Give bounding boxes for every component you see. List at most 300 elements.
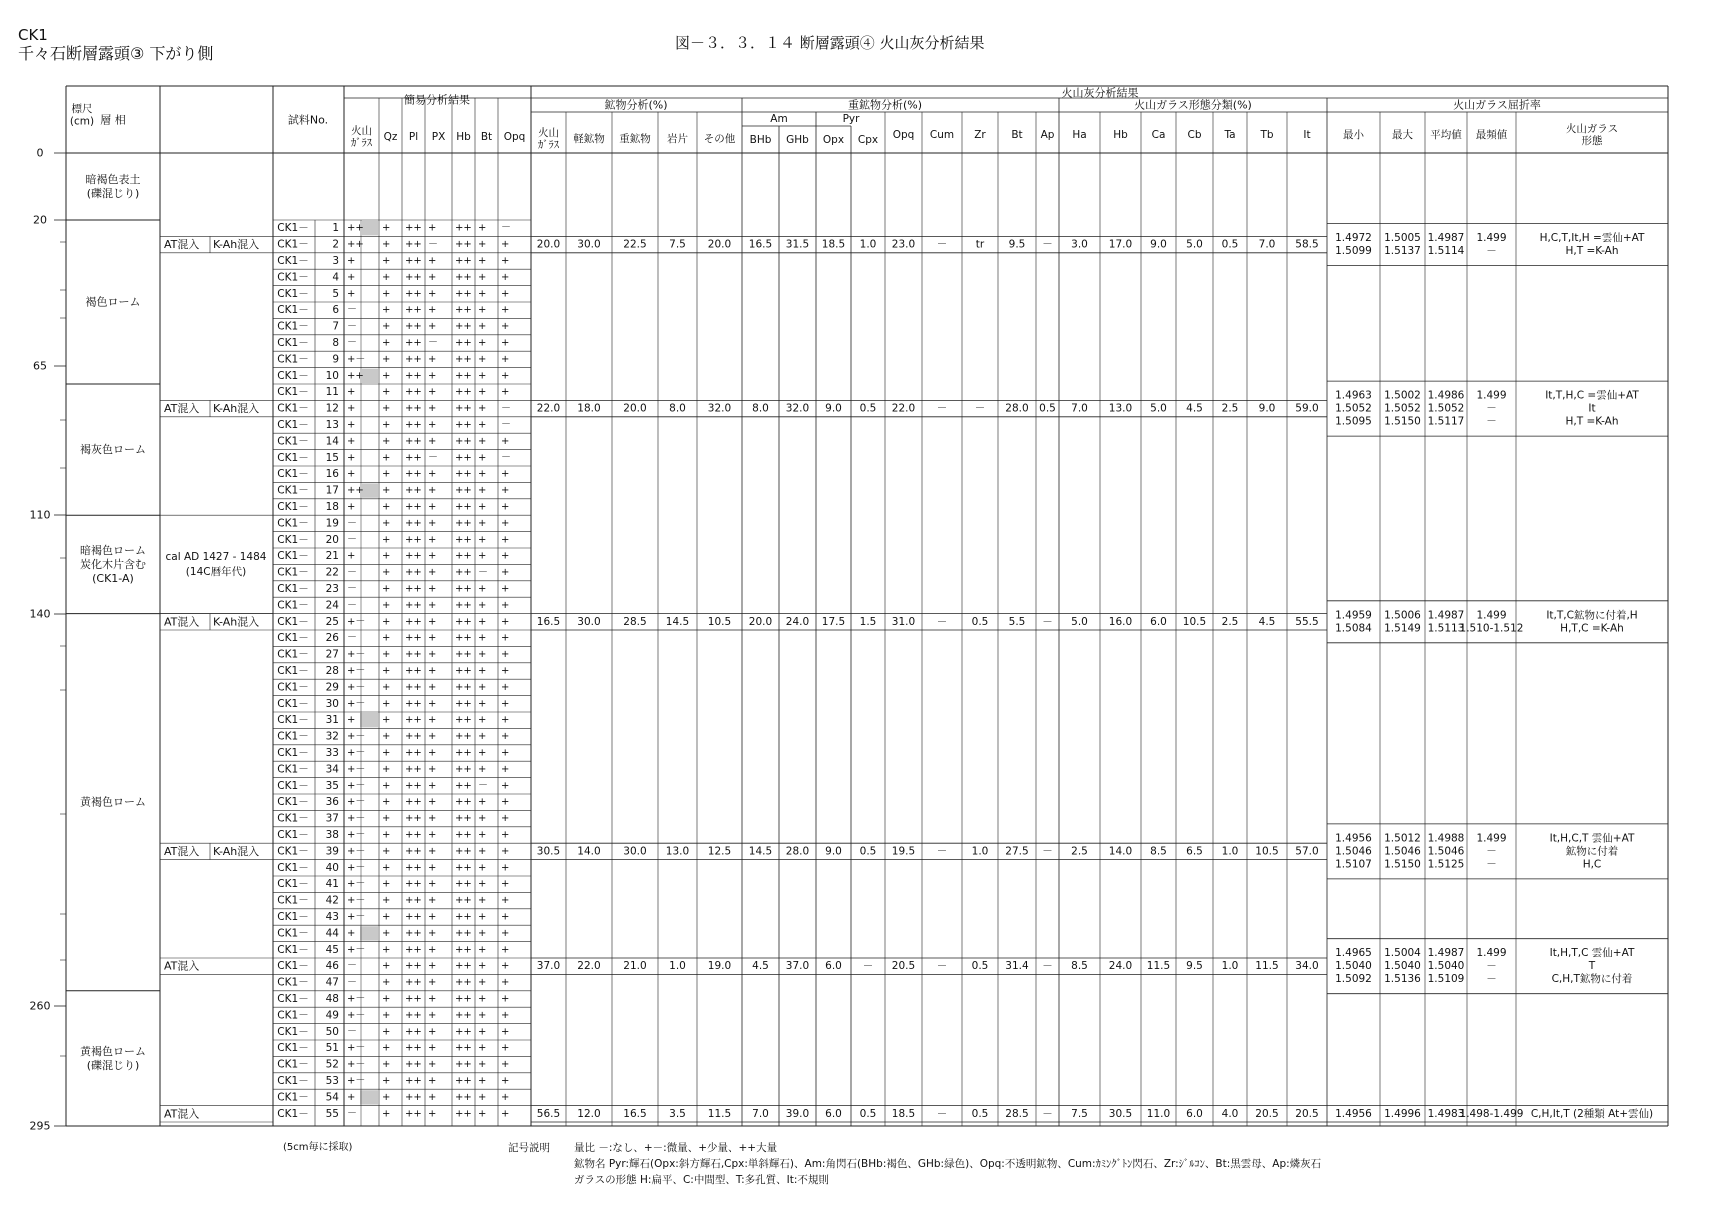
simple-value: ++ — [455, 321, 472, 333]
refraction-value: 1.499 — [1476, 609, 1507, 622]
simple-value: ++ — [455, 534, 472, 546]
refraction-value: 1.5136 — [1384, 973, 1421, 986]
simple-value: ++ — [405, 501, 422, 513]
heavy-mineral-value: 14.5 — [748, 845, 773, 858]
sample-number: 19 — [325, 517, 339, 530]
simple-value: + — [382, 222, 391, 234]
refraction-value: － — [1486, 973, 1497, 986]
simple-value: + — [428, 567, 437, 579]
heavy-mineral-value: 32.0 — [785, 402, 810, 415]
glass-form-value: 13.0 — [1108, 402, 1133, 415]
annotation-at: AT混入 — [164, 402, 200, 416]
simple-value: + — [347, 255, 356, 267]
annotation-dating: cal AD 1427 - 1484 — [165, 550, 267, 563]
simple-value: + — [501, 1091, 510, 1103]
simple-value: + — [478, 649, 487, 661]
annotation-dating: (14C暦年代) — [185, 565, 247, 578]
heavy-mineral-value: 9.0 — [825, 402, 842, 415]
refraction-form: 鉱物に付着 — [1565, 845, 1619, 858]
refraction-value: 1.5109 — [1427, 973, 1465, 986]
simple-value: ++ — [405, 468, 422, 480]
simple-value: + — [501, 255, 510, 267]
glass-form-value: 7.5 — [1071, 1107, 1088, 1120]
simple-value: + — [428, 1009, 437, 1021]
simple-value: + — [478, 616, 487, 628]
glass-form-value: 58.5 — [1295, 238, 1319, 251]
layer-name: 褐色ローム — [85, 295, 141, 309]
annotation-kah: K-Ah混入 — [213, 615, 260, 629]
mineral-value: 22.0 — [577, 960, 601, 973]
simple-value: ++ — [405, 304, 422, 316]
simple-value: + — [428, 763, 437, 775]
simple-value: + — [501, 665, 510, 677]
heavy-mineral-value: － — [936, 960, 948, 973]
simple-value: ++ — [405, 632, 422, 644]
simple-value: +－ — [347, 878, 366, 890]
simple-value: + — [501, 895, 510, 907]
sample-number: 54 — [325, 1091, 339, 1104]
simple-value: + — [428, 911, 437, 923]
glass-form-value: 1.0 — [1221, 960, 1239, 973]
glass-form-value: 3.0 — [1071, 238, 1088, 251]
sample-prefix: CK1－ — [277, 222, 309, 235]
simple-value: + — [478, 550, 487, 562]
sample-number: 10 — [325, 369, 339, 382]
simple-value: ++ — [405, 895, 422, 907]
simple-value: + — [478, 1042, 487, 1054]
simple-value: + — [478, 435, 487, 447]
simple-value: ++ — [405, 1042, 422, 1054]
simple-value: + — [428, 993, 437, 1005]
glass-form-value: 7.0 — [1071, 402, 1088, 415]
sample-number: 25 — [325, 615, 339, 628]
sample-prefix: CK1－ — [277, 599, 309, 612]
sample-number: 45 — [325, 943, 339, 956]
simple-value: ++ — [405, 271, 422, 283]
simple-value: + — [428, 255, 437, 267]
header-heavy-col: Zr — [974, 129, 986, 141]
mineral-value: 20.0 — [623, 402, 647, 415]
simple-value: ++ — [455, 255, 472, 267]
sample-number: 14 — [325, 435, 339, 448]
header-facies: 層 相 — [100, 113, 126, 127]
sample-number: 53 — [325, 1075, 339, 1087]
simple-value: + — [382, 911, 391, 923]
simple-value: + — [478, 419, 487, 431]
simple-value: + — [382, 288, 391, 300]
header-heavy-col: Cpx — [857, 134, 879, 146]
sample-number: 18 — [325, 501, 339, 513]
simple-value: + — [382, 353, 391, 365]
simple-value: ++ — [405, 419, 422, 431]
simple-value: + — [428, 665, 437, 677]
simple-value: + — [478, 747, 487, 759]
simple-value: + — [501, 1042, 510, 1054]
mineral-value: 14.0 — [577, 845, 601, 858]
simple-value: + — [382, 813, 391, 825]
simple-value: + — [428, 370, 437, 382]
refraction-form: It — [1588, 402, 1596, 415]
simple-value: + — [382, 632, 391, 644]
heavy-mineral-value: － — [1042, 960, 1053, 973]
sample-number: 17 — [325, 484, 339, 497]
simple-value: + — [478, 714, 487, 726]
simple-value: + — [501, 567, 510, 579]
header-mineral-col: 重鉱物 — [619, 133, 651, 145]
mineral-value: 16.5 — [536, 615, 561, 628]
glass-form-value: 4.5 — [1258, 615, 1276, 628]
glass-form-value: 1.0 — [1221, 845, 1239, 858]
header-mineral-col: 岩片 — [667, 133, 688, 145]
simple-value: + — [478, 485, 487, 497]
simple-value: + — [478, 829, 487, 841]
simple-value: + — [382, 993, 391, 1005]
simple-value: ++ — [405, 714, 422, 726]
glass-form-value: 5.0 — [1186, 238, 1203, 251]
simple-value: + — [501, 780, 510, 792]
simple-value: + — [501, 960, 510, 972]
sample-prefix: CK1－ — [277, 648, 309, 661]
mineral-value: 8.0 — [669, 402, 686, 415]
depth-tick-label: 65 — [33, 359, 47, 373]
sample-number: 7 — [332, 320, 339, 333]
simple-value: + — [428, 1059, 437, 1071]
simple-value: +－ — [347, 1009, 366, 1021]
simple-value: + — [478, 468, 487, 480]
simple-value: +－ — [347, 747, 366, 759]
header-glass-col: Tb — [1260, 129, 1274, 141]
simple-value: + — [428, 845, 437, 857]
sample-prefix: CK1－ — [277, 845, 309, 858]
annotation-kah: K-Ah混入 — [213, 844, 260, 858]
sample-prefix: CK1－ — [277, 583, 309, 595]
simple-value: +－ — [347, 829, 366, 841]
simple-value: + — [501, 386, 510, 398]
refraction-value: 1.5084 — [1335, 622, 1372, 635]
simple-value: + — [478, 239, 487, 251]
simple-value: + — [478, 583, 487, 595]
simple-value: + — [428, 304, 437, 316]
mineral-value: 30.0 — [577, 615, 601, 628]
header-glass-group: 火山ガラス形態分類(%) — [1134, 98, 1252, 112]
simple-value: + — [478, 698, 487, 710]
heavy-mineral-value: 0.5 — [859, 1107, 877, 1120]
simple-value: + — [347, 550, 356, 562]
simple-value: + — [478, 386, 487, 398]
simple-value: + — [478, 534, 487, 546]
simple-value: + — [347, 419, 356, 431]
glass-form-value: 20.5 — [1295, 1107, 1319, 1120]
mineral-value: 37.0 — [536, 960, 561, 973]
refraction-value: － — [1486, 415, 1497, 428]
simple-value: ++ — [455, 567, 472, 579]
simple-value: + — [428, 1026, 437, 1038]
sample-prefix: CK1－ — [277, 1025, 309, 1038]
sample-prefix: CK1－ — [277, 402, 309, 415]
simple-value: ++ — [455, 386, 472, 398]
simple-value: + — [428, 895, 437, 907]
simple-value: + — [428, 321, 437, 333]
glass-form-value: 34.0 — [1295, 960, 1319, 973]
header-simple-col: Bt — [480, 131, 493, 143]
simple-value: ++ — [405, 403, 422, 415]
refraction-value: 1.5092 — [1335, 973, 1372, 986]
simple-value: + — [478, 255, 487, 267]
sample-prefix: CK1－ — [277, 796, 309, 809]
simple-value: + — [428, 927, 437, 939]
simple-value: + — [428, 386, 437, 398]
mineral-value: 22.0 — [536, 402, 561, 415]
legend-title: 記号説明 — [508, 1142, 550, 1154]
sample-prefix: CK1－ — [277, 501, 309, 513]
header-heavy-col: BHb — [749, 134, 772, 146]
simple-value: + — [478, 353, 487, 365]
sample-number: 23 — [325, 583, 339, 595]
sample-number: 51 — [325, 1042, 339, 1055]
site-code: CK1 — [18, 26, 48, 44]
sample-prefix: CK1－ — [277, 697, 309, 710]
heavy-mineral-value: － — [936, 615, 948, 628]
simple-value: ++ — [455, 747, 472, 759]
sample-number: 33 — [325, 747, 339, 759]
heavy-mineral-value: － — [936, 402, 948, 415]
heavy-mineral-value: － — [862, 960, 874, 973]
simple-value: + — [501, 747, 510, 759]
simple-value: + — [501, 1026, 510, 1038]
simple-value: ++ — [455, 649, 472, 661]
simple-value: ++ — [455, 452, 472, 464]
sample-prefix: CK1－ — [277, 779, 309, 792]
simple-value: + — [478, 763, 487, 775]
heavy-mineral-value: 16.5 — [748, 238, 773, 251]
mineral-value: 14.5 — [665, 615, 690, 628]
simple-value: － — [347, 567, 357, 579]
simple-value: ++ — [455, 1108, 472, 1120]
sample-number: 52 — [325, 1058, 339, 1071]
heavy-mineral-value: 28.0 — [785, 845, 810, 858]
simple-value: ++ — [405, 649, 422, 661]
simple-value: ++ — [405, 927, 422, 939]
glass-form-value: 14.0 — [1108, 845, 1133, 858]
sample-prefix: CK1－ — [277, 1091, 309, 1104]
simple-value: +－ — [347, 1075, 366, 1087]
sample-number: 32 — [325, 730, 339, 743]
heavy-mineral-value: 31.4 — [1005, 960, 1029, 973]
simple-value: + — [501, 353, 510, 365]
simple-value: ++ — [455, 632, 472, 644]
heavy-mineral-value: － — [936, 845, 948, 858]
header-mineral-col: ｶﾞﾗｽ — [538, 139, 559, 151]
simple-value: + — [428, 222, 437, 234]
sample-number: 46 — [325, 960, 339, 973]
simple-value: + — [382, 960, 391, 972]
simple-value: ++ — [455, 813, 472, 825]
simple-value: + — [347, 501, 356, 513]
simple-value: + — [478, 927, 487, 939]
header-glass-col: Ta — [1224, 129, 1236, 141]
glass-form-value: 11.0 — [1146, 1107, 1171, 1120]
refraction-form: It,T,H,C =雲仙+AT — [1545, 389, 1639, 402]
simple-value: － — [347, 304, 357, 316]
refraction-value: 1.4987 — [1427, 947, 1465, 960]
glass-form-value: 4.5 — [1186, 402, 1203, 415]
simple-value: ++ — [455, 599, 472, 611]
simple-value: + — [478, 321, 487, 333]
simple-value: + — [428, 796, 437, 808]
sample-prefix: CK1－ — [277, 665, 309, 677]
simple-value: + — [347, 271, 356, 283]
sample-prefix: CK1－ — [277, 993, 309, 1005]
simple-value: ++ — [347, 239, 364, 251]
simple-value: + — [478, 403, 487, 415]
simple-value: + — [501, 1009, 510, 1021]
refraction-value: 1.5012 — [1384, 832, 1421, 845]
simple-value: － — [347, 337, 357, 349]
simple-value: ++ — [405, 288, 422, 300]
simple-value: + — [382, 665, 391, 677]
sample-prefix: CK1－ — [277, 1107, 309, 1120]
simple-value: + — [501, 583, 510, 595]
sample-prefix: CK1－ — [277, 369, 309, 382]
simple-value: ++ — [455, 944, 472, 956]
simple-value: + — [347, 452, 356, 464]
header-simple-col: Hb — [456, 131, 471, 143]
sample-prefix: CK1－ — [277, 337, 309, 349]
sample-prefix: CK1－ — [277, 1042, 309, 1055]
simple-value: + — [382, 304, 391, 316]
header-simple-group: 簡易分析結果 — [404, 93, 470, 107]
heavy-mineral-value: 0.5 — [1039, 402, 1056, 415]
sample-number: 28 — [325, 665, 339, 677]
sample-number: 27 — [325, 648, 339, 661]
glass-form-value: 9.0 — [1150, 238, 1167, 251]
heavy-mineral-value: 1.0 — [971, 845, 989, 858]
simple-value: + — [501, 878, 510, 890]
simple-value: + — [382, 731, 391, 743]
simple-value: + — [478, 1059, 487, 1071]
sample-prefix: CK1－ — [277, 320, 309, 333]
refraction-value: 1.5137 — [1384, 245, 1421, 258]
annotation-kah: K-Ah混入 — [213, 402, 260, 416]
simple-value: + — [478, 599, 487, 611]
refraction-value: － — [1486, 960, 1497, 973]
simple-value: ++ — [405, 583, 422, 595]
sample-prefix: CK1－ — [277, 829, 309, 841]
sample-number: 5 — [332, 287, 339, 300]
refraction-value: 1.5046 — [1427, 845, 1465, 858]
simple-value: + — [501, 370, 510, 382]
sample-number: 2 — [332, 238, 339, 251]
heavy-mineral-value: 0.5 — [971, 1107, 989, 1120]
sample-prefix: CK1－ — [277, 550, 309, 563]
refraction-value: 1.5004 — [1384, 947, 1421, 960]
sample-number: 6 — [332, 304, 339, 317]
simple-value: + — [478, 895, 487, 907]
header-pyr: Pyr — [842, 113, 860, 125]
simple-value: ++ — [455, 862, 472, 874]
simple-value: ++ — [405, 337, 422, 349]
refraction-value: 1.4986 — [1427, 389, 1465, 402]
sample-prefix: CK1－ — [277, 353, 309, 366]
simple-value: + — [478, 845, 487, 857]
simple-value: + — [501, 763, 510, 775]
simple-value: + — [382, 550, 391, 562]
simple-value: ++ — [405, 829, 422, 841]
glass-form-value: 8.5 — [1071, 960, 1088, 973]
heavy-mineral-value: 37.0 — [785, 960, 810, 973]
refraction-value: 1.5046 — [1335, 845, 1372, 858]
simple-value: + — [501, 485, 510, 497]
simple-value: － — [347, 977, 357, 989]
simple-value: ++ — [405, 517, 422, 529]
simple-value: + — [478, 796, 487, 808]
simple-value: +－ — [347, 813, 366, 825]
simple-value: + — [501, 845, 510, 857]
simple-value: + — [501, 698, 510, 710]
simple-value: +－ — [347, 731, 366, 743]
sample-prefix: CK1－ — [277, 435, 309, 448]
simple-value: － — [347, 960, 357, 972]
simple-value: + — [382, 1009, 391, 1021]
sample-prefix: CK1－ — [277, 714, 309, 727]
depth-tick-label: 110 — [29, 508, 51, 522]
simple-value: + — [428, 747, 437, 759]
sample-number: 3 — [332, 255, 339, 267]
simple-value: + — [501, 911, 510, 923]
header-refraction-col: 最小 — [1343, 129, 1364, 141]
simple-value: + — [382, 337, 391, 349]
simple-value: + — [428, 353, 437, 365]
simple-value: ++ — [405, 452, 422, 464]
simple-value: ++ — [405, 435, 422, 447]
simple-value: ++ — [455, 763, 472, 775]
simple-value: + — [382, 780, 391, 792]
simple-value: + — [428, 271, 437, 283]
heavy-mineral-value: － — [936, 1107, 948, 1120]
simple-value: + — [428, 1108, 437, 1120]
refraction-form: H,T =K-Ah — [1565, 245, 1619, 258]
simple-value: + — [382, 599, 391, 611]
heavy-mineral-value: 7.0 — [752, 1107, 769, 1120]
simple-value: ++ — [405, 370, 422, 382]
sample-prefix: CK1－ — [277, 271, 309, 284]
simple-value: + — [382, 927, 391, 939]
layer-name: 褐灰色ローム — [80, 443, 146, 457]
simple-value: ++ — [455, 435, 472, 447]
header-mineral-col: 火山 — [538, 127, 559, 139]
refraction-value: 1.5052 — [1335, 402, 1372, 415]
simple-value: + — [382, 763, 391, 775]
layer-name: (CK1-A) — [92, 571, 134, 585]
refraction-form: H,C — [1582, 858, 1602, 871]
refraction-value: － — [1486, 402, 1497, 415]
simple-value: + — [478, 911, 487, 923]
simple-value: ++ — [455, 468, 472, 480]
simple-value: +－ — [347, 944, 366, 956]
refraction-value: 1.5040 — [1384, 960, 1421, 973]
header-simple-col: ｶﾞﾗｽ — [351, 137, 372, 149]
header-refraction-group: 火山ガラス屈折率 — [1453, 98, 1541, 112]
simple-value: + — [382, 895, 391, 907]
mineral-value: 19.0 — [707, 960, 732, 973]
glass-form-value: 9.0 — [1258, 402, 1276, 415]
glass-shade — [360, 713, 378, 727]
simple-value: － — [347, 534, 357, 546]
simple-value: + — [382, 1042, 391, 1054]
header-mineral-col: 軽鉱物 — [573, 133, 605, 145]
simple-value: ++ — [455, 583, 472, 595]
simple-value: ++ — [405, 1059, 422, 1071]
